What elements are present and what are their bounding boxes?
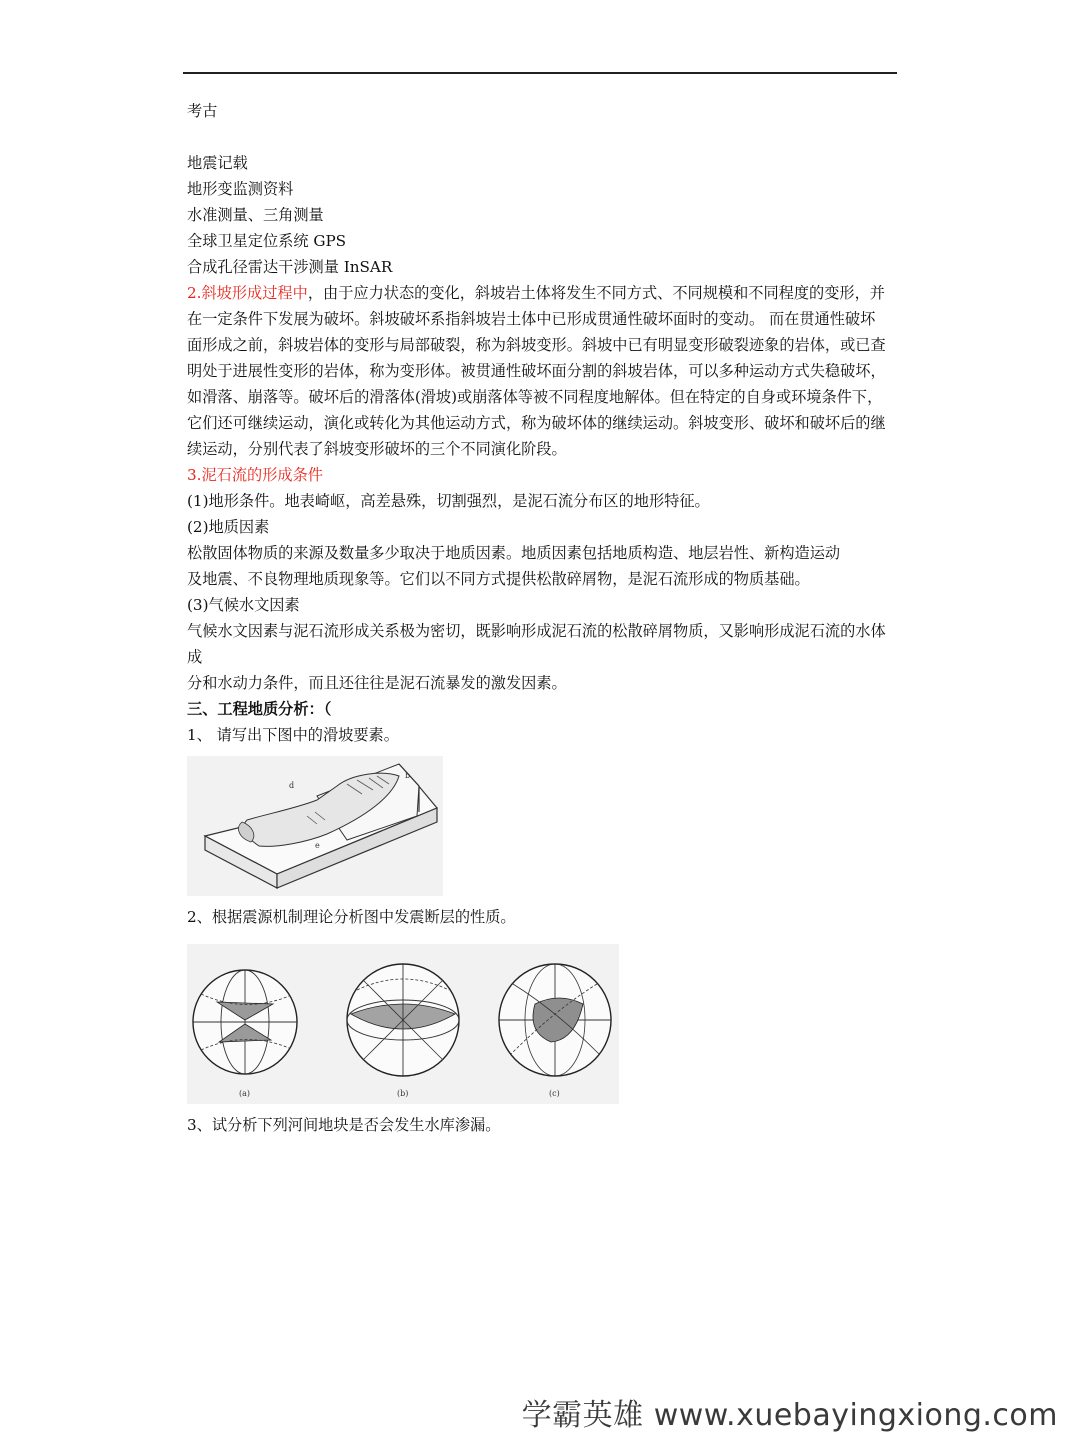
section3-p3b: 及地震、不良物理地质现象等。它们以不同方式提供松散碎屑物，是泥石流形成的物质基础。	[187, 570, 810, 588]
section3-p4: (3)气候水文因素	[187, 596, 300, 614]
list-item: 合成孔径雷达干涉测量 InSAR	[187, 258, 393, 276]
list-item: 地震记载	[187, 154, 248, 172]
landslide-diagram	[187, 756, 443, 896]
header-rule	[183, 72, 897, 74]
sphere-b-label: (b)	[397, 1089, 409, 1098]
question-3: 3、试分析下列河间地块是否会发生水库渗漏。	[187, 1116, 501, 1134]
focal-mechanism-diagram	[187, 944, 619, 1104]
section3-p1: (1)地形条件。地表崎岖，高差悬殊，切割强烈，是泥石流分布区的地形特征。	[187, 492, 710, 510]
part3-heading: 三、工程地质分析：（	[187, 700, 332, 718]
document-body	[187, 98, 887, 1138]
question-1: 1、 请写出下图中的滑坡要素。	[187, 726, 399, 744]
text-line: 考古	[187, 102, 218, 120]
focal-mechanism-figure	[187, 944, 887, 1104]
section2-paragraph	[187, 280, 887, 462]
section2-body: ，由于应力状态的变化，斜坡岩土体将发生不同方式、不同规模和不同程度的变形，并在一定条件下发展为破坏。斜坡破坏系指斜坡岩土体中已形成贯通性破坏面时的变动。 而在贯通性破坏面形成之前，斜坡岩体的变形与局部破裂，称为斜坡变形。斜坡中已有明显变形破裂迹象的岩体，或已查明处于进展性变形的岩体，称为变形体。被贯通性破坏面分割的斜坡岩体，可以多种运动方式失稳破坏，如滑落、崩落等。破坏后的滑落体(滑坡)或崩落体等被不同程度地解体。但在特定的自身或环境条件下，它们还可继续运动，演化或转化为其他运动方式，称为破坏体的继续运动。斜坡变形、破坏和破坏后的继续运动，分别代表了斜坡变形破坏的三个不同演化阶段。	[187, 284, 886, 458]
figure-annotation: e	[315, 841, 320, 850]
section2-heading: 2.斜坡形成过程中	[187, 284, 308, 302]
section3-p5b: 分和水动力条件，而且还往往是泥石流暴发的激发因素。	[187, 674, 567, 692]
figure-annotation: b	[405, 771, 411, 780]
list-item: 地形变监测资料	[187, 180, 294, 198]
section3-p2: (2)地质因素	[187, 518, 270, 536]
watermark: 学霸英雄 www.xuebayingxiong.com	[521, 1398, 1058, 1433]
section3-p3a: 松散固体物质的来源及数量多少取决于地质因素。地质因素包括地质构造、地层岩性、新构造运动	[187, 544, 841, 562]
sphere-c-label: (c)	[549, 1089, 560, 1098]
list-item: 水准测量、三角测量	[187, 206, 324, 224]
section3-heading: 3.泥石流的形成条件	[187, 466, 323, 484]
list-item: 全球卫星定位系统 GPS	[187, 232, 347, 250]
question-2: 2、根据震源机制理论分析图中发震断层的性质。	[187, 908, 516, 926]
figure-annotation: d	[289, 781, 295, 790]
landslide-figure	[187, 756, 887, 896]
section3-p5a: 气候水文因素与泥石流形成关系极为密切，既影响形成泥石流的松散碎屑物质，又影响形成泥石流的水体成	[187, 622, 886, 666]
sphere-a-label: (a)	[239, 1089, 251, 1098]
